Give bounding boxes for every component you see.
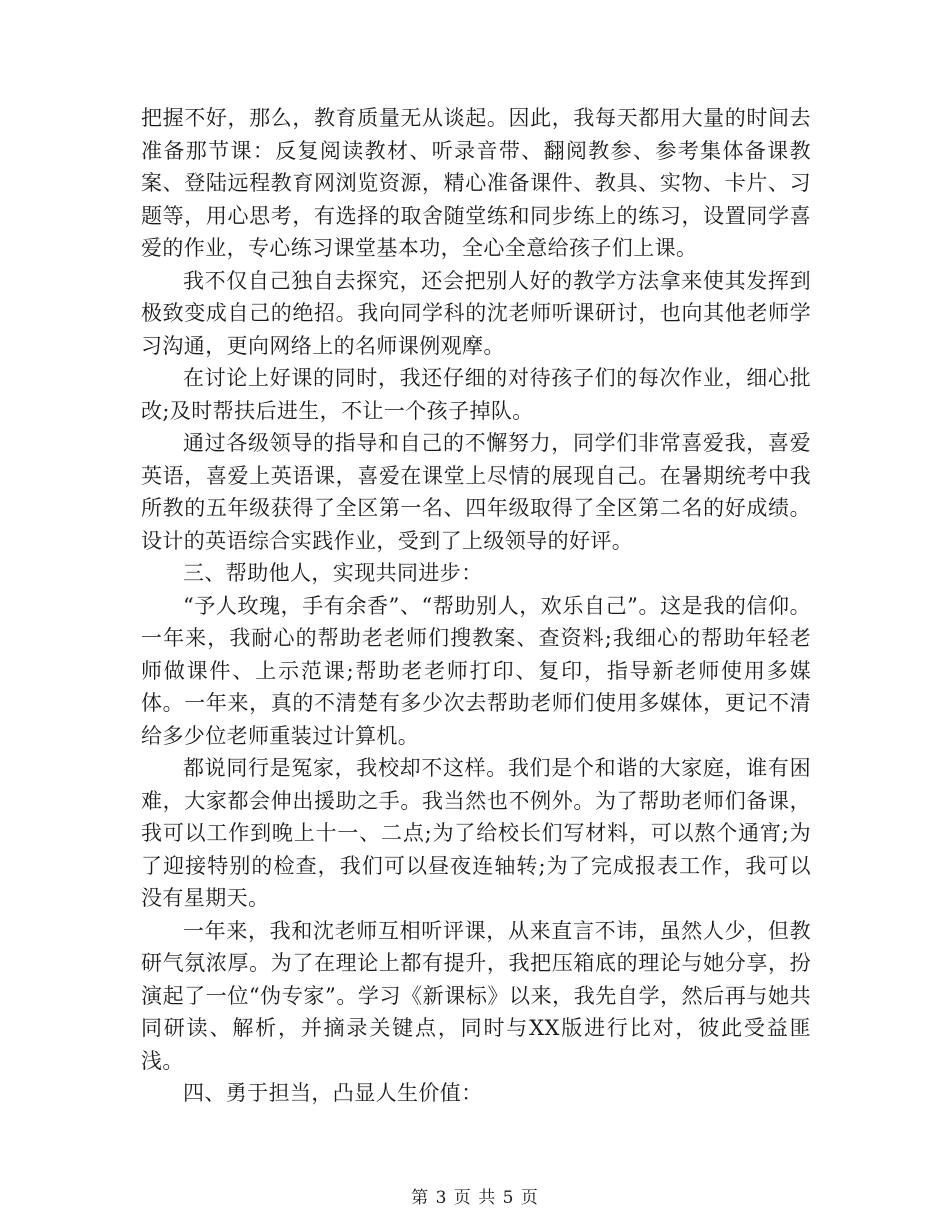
paragraph: 我不仅自己独自去探究，还会把别人好的教学方法拿来使其发挥到极致变成自己的绝招。我向同学科的沈老师听课研讨，也向其他老师学习沟通，更向网络上的名师课例观摩。	[141, 268, 811, 358]
paragraph-continued: 把握不好，那么，教育质量无从谈起。因此，我每天都用大量的时间去准备那节课：反复阅读教材、听录音带、翻阅教参、参考集体备课教案、登陆远程教育网浏览资源，精心准备课件、教具、实物、卡片、习题等，用心思考，有选择的取舍随堂练和同步练上的练习，设置同学喜爱的作业，专心练习课堂基本功，全心全意给孩子们上课。	[141, 106, 811, 260]
section-heading: 三、帮助他人，实现共同进步：	[183, 561, 483, 585]
paragraph: 通过各级领导的指导和自己的不懈努力，同学们非常喜爱我，喜爱英语，喜爱上英语课，喜爱在课堂上尽情的展现自己。在暑期统考中我所教的五年级获得了全区第一名、四年级取得了全区第二名的好成绩。设计的英语综合实践作业，受到了上级领导的好评。	[141, 431, 811, 553]
section-heading: 四、勇于担当，凸显人生价值：	[183, 1081, 483, 1105]
page-number-footer: 第 3 页 共 5 页	[411, 1188, 539, 1208]
paragraph: 一年来，我和沈老师互相听评课，从来直言不讳，虽然人少，但教研气氛浓厚。为了在理论上都有提升，我把压箱底的理论与她分享，扮演起了一位“伪专家”。学习《新课标》以来，我先自学，然后再与她共同研读、解析，并摘录关键点，同时与XX版进行比对，彼此受益匪浅。	[141, 918, 811, 1073]
paragraph: 在讨论上好课的同时，我还仔细的对待孩子们的每次作业，细心批改;及时帮扶后进生，不让一个孩子掉队。	[141, 366, 811, 423]
paragraph: “予人玫瑰，手有余香”、“帮助别人，欢乐自己”。这是我的信仰。一年来，我耐心的帮助老老师们搜教案、查资料;我细心的帮助年轻老师做课件、上示范课;帮助老老师打印、复印，指导新老师使用多媒体。一年来，真的不清楚有多少次去帮助老师们使用多媒体，更记不清给多少位老师重装过计算机。	[141, 593, 811, 748]
document-body	[141, 102, 811, 1110]
paragraph: 都说同行是冤家，我校却不这样。我们是个和谐的大家庭，谁有困难，大家都会伸出援助之手。我当然也不例外。为了帮助老师们备课，我可以工作到晚上十一、二点;为了给校长们写材料，可以熬个通宵;为了迎接特别的检查，我们可以昼夜连轴转;为了完成报表工作，我可以没有星期天。	[141, 756, 811, 910]
